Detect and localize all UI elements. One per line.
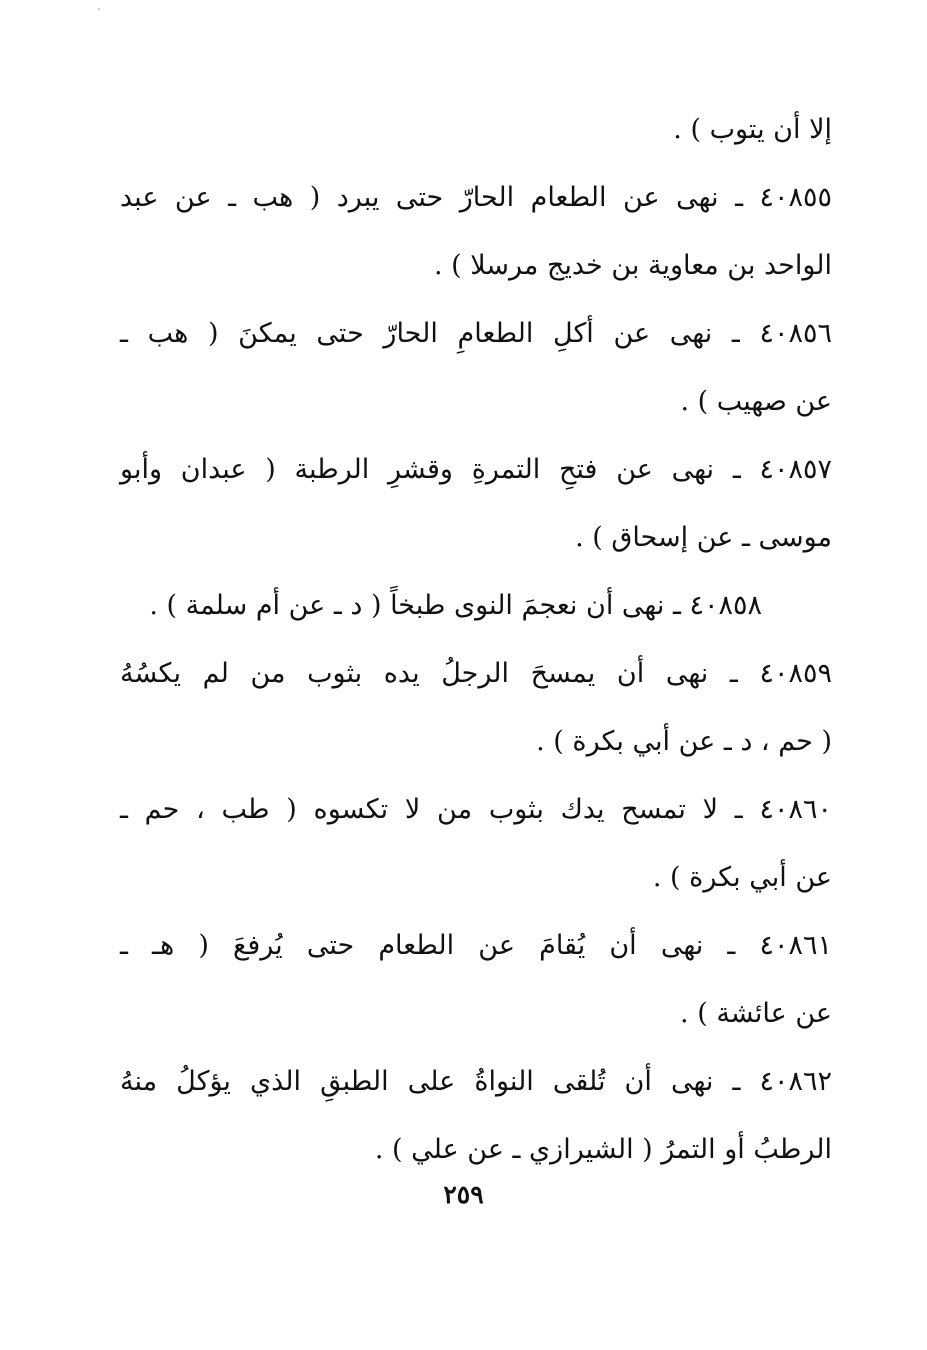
scan-speck: [98, 8, 100, 10]
hadith-40862-line-1: ٤٠٨٦٢ ـ نهى أن تُلقى النواةُ على الطبقِ الذي يؤكلُ منهُ: [120, 1066, 832, 1097]
hadith-40860-line-1: ٤٠٨٦٠ ـ لا تمسح يدك بثوب من لا تكسوه ( طب ، حم ـ: [120, 794, 832, 825]
hadith-40855-line-2: الواحد بن معاوية بن خديج مرسلا ) .: [433, 250, 832, 281]
hadith-40861-line-2: عن عائشة ) .: [680, 998, 832, 1029]
hadith-40855-line-1: ٤٠٨٥٥ ـ نهى عن الطعام الحارّ حتى يبرد ( هب ـ عن عبد: [120, 182, 832, 213]
continuation-line: إلا أن يتوب ) .: [673, 114, 832, 145]
hadith-40859-line-1: ٤٠٨٥٩ ـ نهى أن يمسحَ الرجلُ يده بثوب من لم يكسُهُ: [120, 658, 832, 689]
hadith-40859-line-2: ( حم ، د ـ عن أبي بكرة ) .: [536, 726, 832, 757]
hadith-40856-line-2: عن صهيب ) .: [680, 386, 832, 417]
hadith-40861-line-1: ٤٠٨٦١ ـ نهى أن يُقامَ عن الطعام حتى يُرفعَ ( هـ ـ: [120, 930, 832, 961]
hadith-40862-line-2: الرطبُ أو التمرُ ( الشيرازي ـ عن علي ) .: [374, 1134, 832, 1165]
hadith-40856-line-1: ٤٠٨٥٦ ـ نهى عن أكلِ الطعامِ الحارّ حتى يمكنَ ( هب ـ: [120, 318, 832, 349]
hadith-40860-line-2: عن أبي بكرة ) .: [652, 862, 832, 893]
hadith-40858-line-1: ٤٠٨٥٨ ـ نهى أن نعجمَ النوى طبخاً ( د ـ عن أم سلمة ) .: [149, 590, 762, 621]
page-number: ٢٥٩: [443, 1180, 484, 1209]
hadith-40857-line-2: موسى ـ عن إسحاق ) .: [575, 522, 832, 553]
hadith-40857-line-1: ٤٠٨٥٧ ـ نهى عن فتحِ التمرةِ وقشرِ الرطبة ( عبدان وأبو: [120, 454, 832, 485]
hadith-text-block: [120, 96, 832, 1184]
